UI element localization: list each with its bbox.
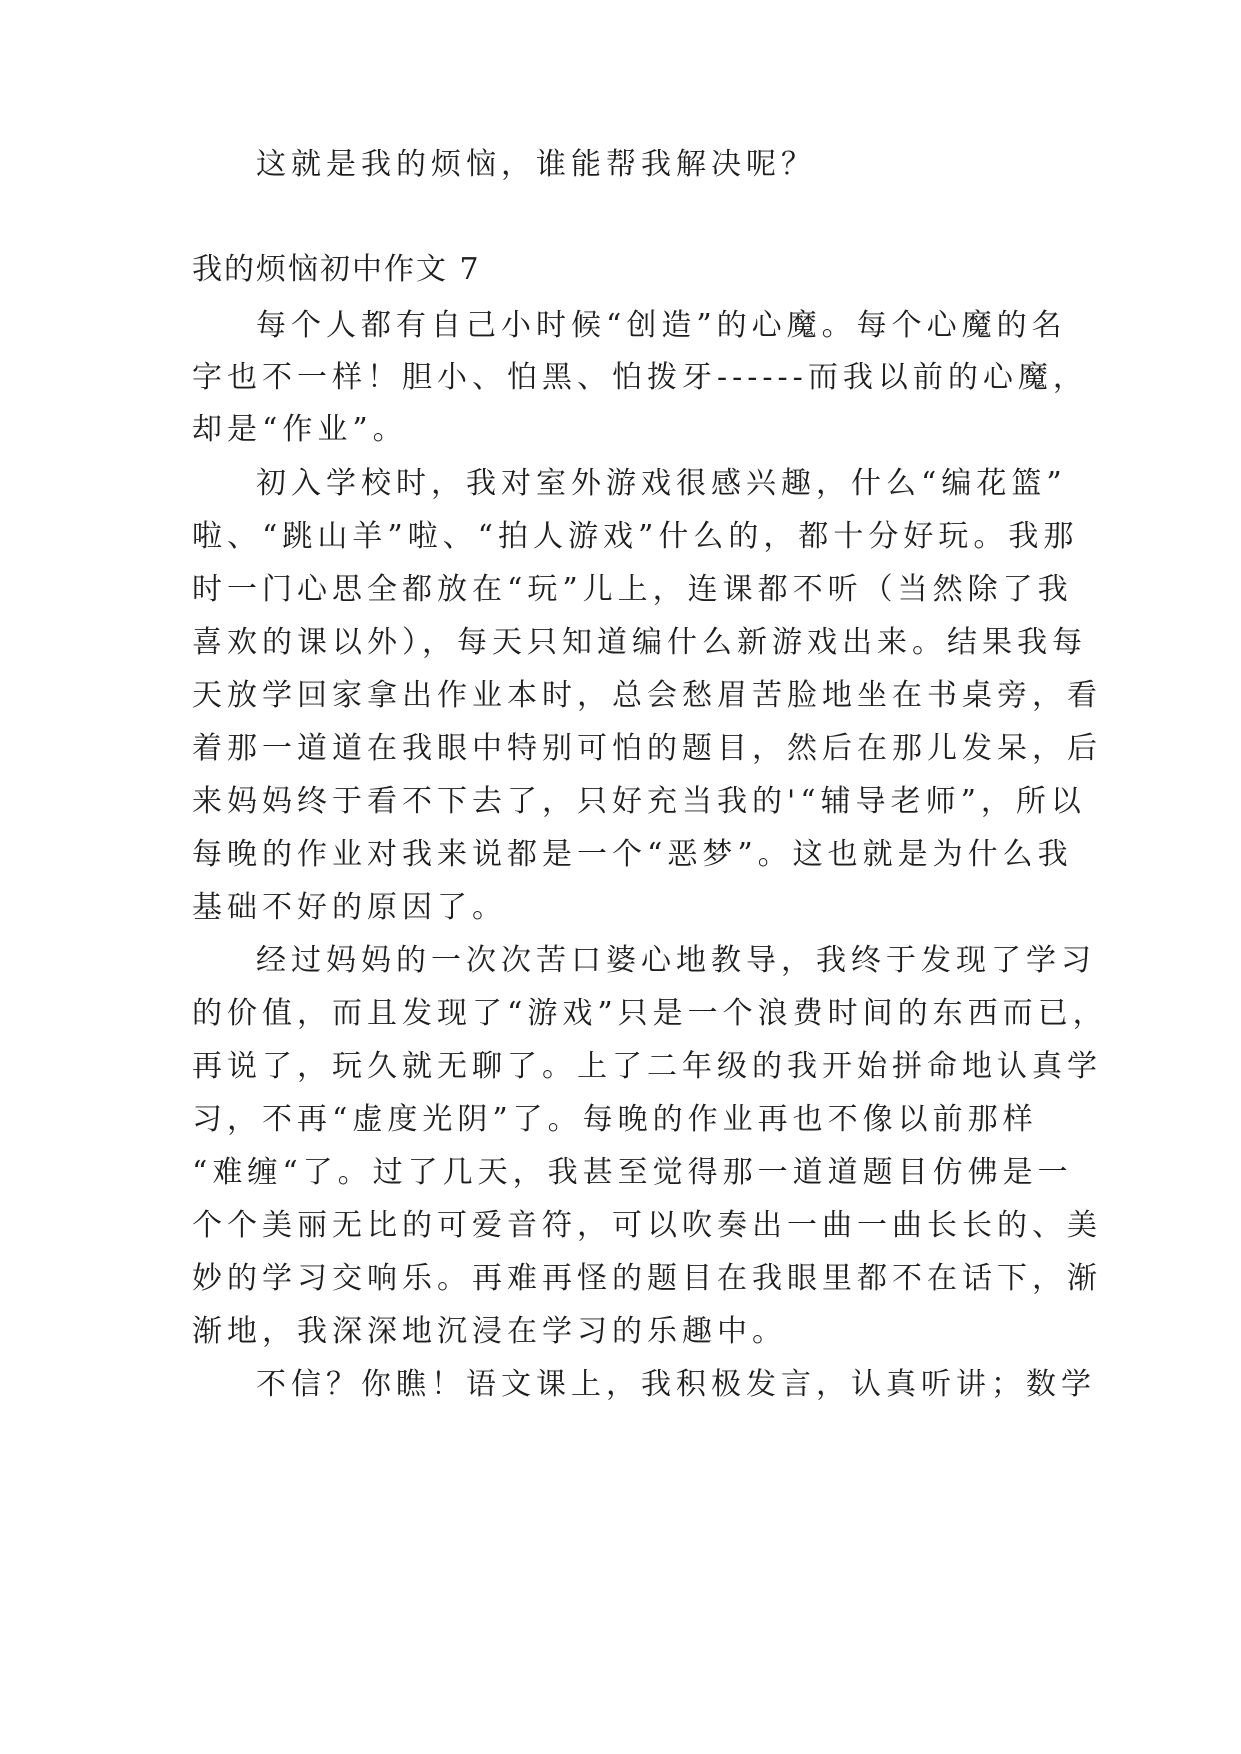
paragraph-line: 着那一道道在我眼中特别可怕的题目，然后在那儿发呆，后	[192, 731, 1102, 766]
paragraph-line: 啦、“跳山羊”啦、“拍人游戏”什么的，都十分好玩。我那	[192, 519, 1079, 554]
paragraph-line: 渐地，我深深地沉浸在学习的乐趣中。	[192, 1314, 787, 1349]
paragraph-line: 喜欢的课以外），每天只知道编什么新游戏出来。结果我每	[192, 625, 1087, 660]
paragraph-line: 却是“作业”。	[192, 412, 408, 447]
paragraph-line: 字也不一样！胆小、怕黑、怕拨牙------而我以前的心魔，	[192, 360, 1088, 395]
intro-line: 这就是我的烦恼，谁能帮我解决呢？	[256, 147, 816, 182]
paragraph-line: 妙的学习交响乐。再难再怪的题目在我眼里都不在话下，渐	[192, 1261, 1102, 1296]
paragraph-line: 经过妈妈的一次次苦口婆心地教导，我终于发现了学习	[256, 943, 1096, 978]
paragraph-line: “难缠“了。过了几天，我甚至觉得那一道道题目仿佛是一	[192, 1155, 1073, 1190]
paragraph-line: 基础不好的原因了。	[192, 890, 507, 925]
paragraph-line: 不信？你瞧！语文课上，我积极发言，认真听讲；数学	[256, 1367, 1096, 1402]
paragraph-line: 天放学回家拿出作业本时，总会愁眉苦脸地坐在书桌旁，看	[192, 678, 1102, 713]
paragraph-line: 的价值，而且发现了“游戏”只是一个浪费时间的东西而已，	[192, 996, 1108, 1031]
paragraph-line: 个个美丽无比的可爱音符，可以吹奏出一曲一曲长长的、美	[192, 1208, 1102, 1243]
paragraph-line: 每个人都有自己小时候“创造”的心魔。每个心魔的名	[256, 308, 1067, 343]
paragraph-line: 再说了，玩久就无聊了。上了二年级的我开始拼命地认真学	[192, 1049, 1102, 1084]
paragraph-line: 来妈妈终于看不下去了，只好充当我的'“辅导老师”，所以	[192, 784, 1086, 819]
essay-title: 我的烦恼初中作文 7	[192, 252, 481, 287]
paragraph-line: 初入学校时，我对室外游戏很感兴趣，什么“编花篮”	[256, 466, 1067, 501]
paragraph-line: 每晚的作业对我来说都是一个“恶梦”。这也就是为什么我	[192, 837, 1073, 872]
paragraph-line: 习，不再“虚度光阴”了。每晚的作业再也不像以前那样	[192, 1102, 1038, 1137]
paragraph-line: 时一门心思全都放在“玩”儿上，连课都不听（当然除了我	[192, 572, 1073, 607]
